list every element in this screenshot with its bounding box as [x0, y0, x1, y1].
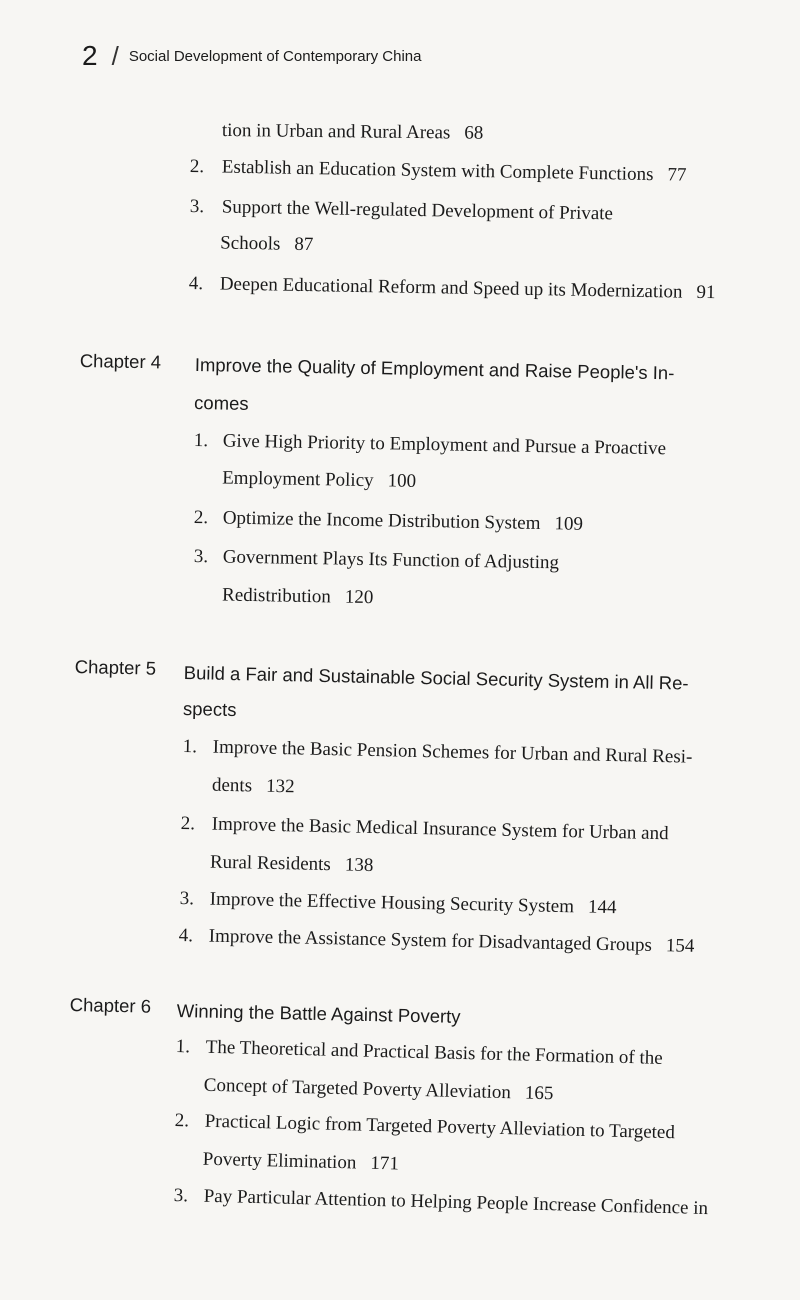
entry-title-line: Redistribution: [221, 584, 332, 608]
entry-page-number: 91: [696, 281, 716, 304]
entry-title-line: The Theoretical and Practical Basis for the Formation of the: [205, 1036, 663, 1069]
entry-title-line: Employment Policy: [221, 467, 374, 492]
entry-number: 1.: [182, 736, 198, 758]
running-head: [82, 40, 421, 72]
chapter-label: Chapter 4: [79, 350, 162, 373]
entry-page-number: 87: [294, 233, 314, 256]
chapter-title-line: spects: [182, 697, 237, 721]
entry-page-number: 100: [387, 470, 417, 492]
entry-number: 2.: [193, 507, 209, 529]
entry-number: 2.: [189, 156, 205, 178]
entry-title-line: Support the Well-regulated Development of Private: [221, 196, 614, 225]
entry-page-number: 138: [344, 854, 374, 877]
entry-title-line: Improve the Basic Pension Schemes for Urban and Rural Resi-: [212, 736, 693, 768]
entry-title-line: Pay Particular Attention to Helping People Increase Confidence in: [203, 1185, 709, 1220]
entry-number: 4.: [178, 925, 194, 947]
entry-number: 3.: [189, 196, 205, 218]
entry-title-line: tion in Urban and Rural Areas: [221, 120, 451, 144]
entry-number: 2.: [174, 1110, 190, 1132]
chapter-label: Chapter 6: [69, 994, 152, 1017]
header-separator: /: [111, 41, 119, 71]
entry-page-number: 154: [665, 935, 695, 957]
entry-title-line: Poverty Elimination: [202, 1148, 357, 1174]
chapter-heading: [80, 350, 162, 373]
entry-title-line: Schools: [220, 232, 281, 255]
entry-number: 1.: [193, 430, 209, 452]
entry-page-number: 109: [554, 513, 584, 535]
entry-title-line: dents: [211, 774, 253, 797]
chapter-heading: [75, 656, 157, 680]
entry-title-line: Government Plays Its Function of Adjusting: [222, 546, 560, 574]
chapter-title-line: Winning the Battle Against Poverty: [176, 1000, 461, 1027]
entry-title-line: Improve the Assistance System for Disadvantaged Groups: [208, 925, 653, 956]
entry-number: 1.: [175, 1036, 191, 1058]
toc-entry-continuation: [222, 120, 484, 145]
entry-page-number: 171: [370, 1152, 400, 1175]
entry-title-line: Concept of Targeted Poverty Alleviation: [203, 1074, 512, 1104]
entry-page-number: 144: [587, 896, 617, 919]
page-number: 2: [82, 40, 98, 71]
entry-title-line: Optimize the Income Distribution System: [222, 507, 541, 535]
entry-title-line: Improve the Effective Housing Security System: [209, 888, 575, 918]
entry-number: 3.: [193, 546, 209, 568]
chapter-title-line: Improve the Quality of Employment and Raise People's In-: [194, 354, 675, 384]
book-title: Social Development of Contemporary China: [128, 48, 422, 65]
entry-number: 3.: [179, 888, 195, 910]
entry-title-line: Give High Priority to Employment and Pursue a Proactive: [222, 430, 667, 460]
entry-number: 4.: [188, 273, 204, 295]
chapter-title-line: Build a Fair and Sustainable Social Security System in All Re-: [183, 662, 689, 694]
entry-title-line: Rural Residents: [209, 851, 332, 876]
chapter-heading: [70, 994, 152, 1018]
entry-page-number: 165: [524, 1082, 554, 1105]
entry-title-line: Deepen Educational Reform and Speed up its Modernization: [219, 273, 683, 303]
entry-page-number: 68: [464, 122, 484, 144]
chapter-title-line: comes: [193, 391, 249, 414]
chapter-label: Chapter 5: [74, 656, 157, 679]
entry-page-number: 132: [265, 775, 295, 798]
entry-title-line: Establish an Education System with Complete Functions: [221, 156, 654, 186]
entry-page-number: 120: [344, 586, 374, 609]
entry-number: 2.: [180, 813, 196, 835]
entry-number: 3.: [173, 1185, 189, 1207]
entry-title-line: Practical Logic from Targeted Poverty Alleviation to Targeted: [204, 1110, 676, 1144]
entry-title-line: Improve the Basic Medical Insurance System for Urban and: [211, 813, 669, 845]
entry-page-number: 77: [667, 164, 687, 186]
